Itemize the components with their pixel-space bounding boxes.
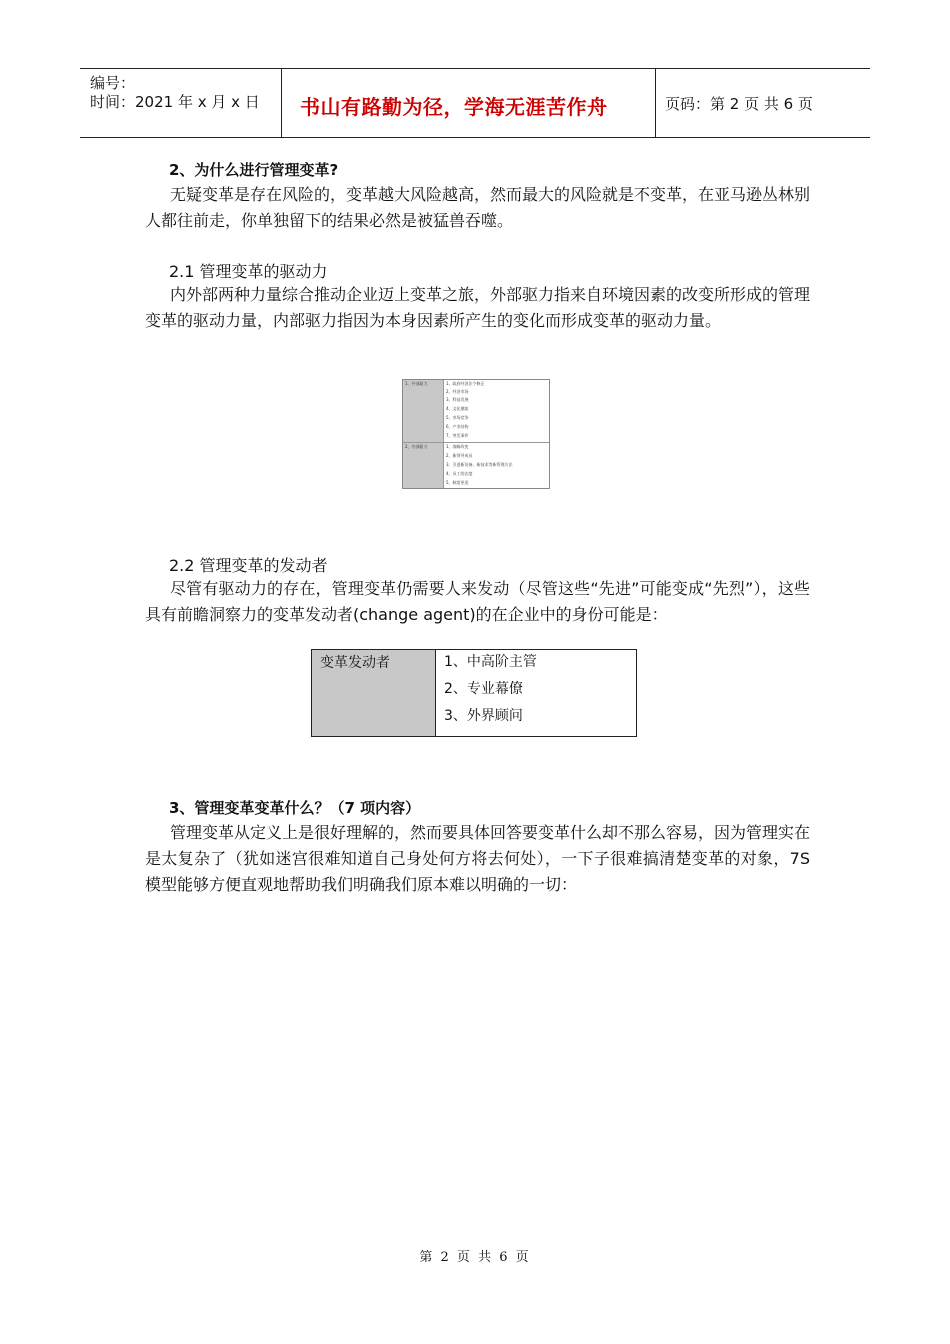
internal-drive-item: 1、战略改变 <box>446 444 469 449</box>
external-drive-item: 6、产业结构 <box>446 424 469 429</box>
internal-drive-item: 3、引进新设备、新技术等新管理方法 <box>446 462 513 467</box>
header-motto: 书山有路勤为径，学海无涯苦作舟 <box>300 95 608 119</box>
change-agent-item: 1、中高阶主管 <box>444 654 537 670</box>
change-agent-item: 2、专业幕僚 <box>444 681 523 697</box>
header-divider <box>281 69 282 137</box>
header-number-label: 编号： <box>90 74 136 92</box>
page-header <box>80 68 870 138</box>
external-drive-item: 5、市场竞争 <box>446 415 469 420</box>
change-agent-item: 3、外界顾问 <box>444 708 523 724</box>
internal-drive-item: 4、员工的态度 <box>446 471 473 476</box>
section-3-heading: 3、管理变革变革什么？（7 项内容） <box>169 799 421 817</box>
external-drive-item: 3、科技发展 <box>446 397 469 402</box>
internal-drive-item: 2、新领导成员 <box>446 453 473 458</box>
external-drive-item: 7、突发事件 <box>446 433 469 438</box>
section-2-1-paragraph: 内外部两种力量综合推动企业迈上变革之旅，外部驱力指来自环境因素的改变所形成的管理变革的驱动力量，内部驱力指因为本身因素所产生的变化而形成变革的驱动力量。 <box>145 285 811 330</box>
external-drive-item: 1、政府经济法令修正 <box>446 381 485 386</box>
internal-drive-label: 2、内部驱力 <box>405 444 428 449</box>
section-2-paragraph: 无疑变革是存在风险的，变革越大风险越高，然而最大的风险就是不变革，在亚马逊丛林别人都往前走，你单独留下的结果必然是被猛兽吞噬。 <box>145 185 811 230</box>
internal-drive-item: 5、制度更迭 <box>446 480 469 485</box>
page-footer: 第 2 页 共 6 页 <box>419 1250 531 1265</box>
external-drive-label: 1、外部驱力 <box>405 381 428 386</box>
header-page-label: 页码：第 2 页 共 6 页 <box>665 95 813 113</box>
header-time-label: 时间：2021 年 x 月 x 日 <box>90 93 260 111</box>
external-drive-item: 4、文化潮流 <box>446 406 469 411</box>
driving-forces-table <box>402 379 550 489</box>
change-agent-table <box>311 649 637 737</box>
section-2-2-heading: 2.2 管理变革的发动者 <box>169 556 328 575</box>
external-drive-item: 2、经济市场 <box>446 389 469 394</box>
header-divider <box>655 69 656 137</box>
section-2-2-paragraph: 尽管有驱动力的存在，管理变革仍需要人来发动（尽管这些“先进”可能变成“先烈”），这些具有前瞻洞察力的变革发动者(change agent)的在企业中的身份可能是： <box>145 579 810 624</box>
section-2-heading: 2、为什么进行管理变革? <box>169 161 339 179</box>
section-3-paragraph: 管理变革从定义上是很好理解的，然而要具体回答要变革什么却不那么容易，因为管理实在是太复杂了（犹如迷宫很难知道自己身处何方将去何处），一下子很难搞清楚变革的对象，7S 模型能够方便直观地帮助我们明确我们原本难以明确的一切： <box>145 823 811 894</box>
section-2-1-heading: 2.1 管理变革的驱动力 <box>169 262 328 281</box>
change-agent-label: 变革发动者 <box>320 655 390 671</box>
